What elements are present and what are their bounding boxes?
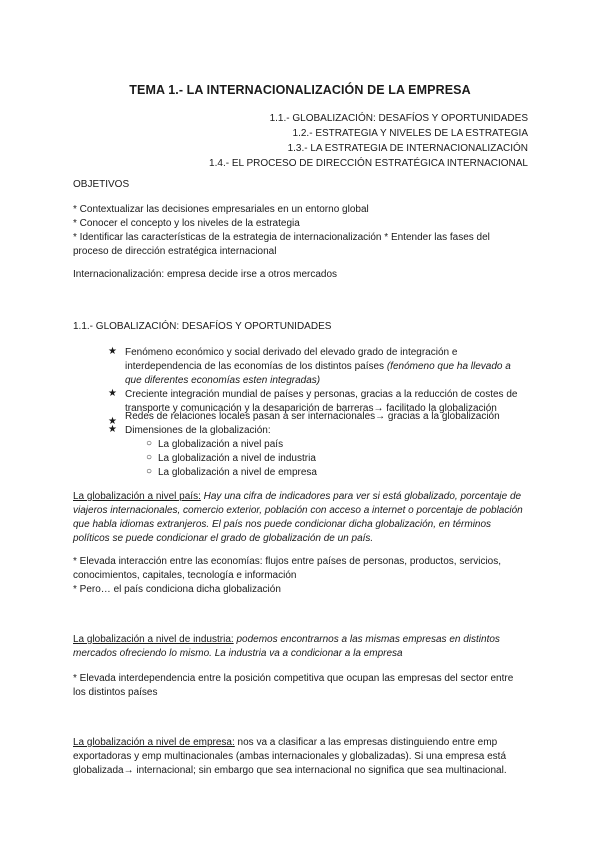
objetivos-heading: OBJETIVOS xyxy=(73,179,130,190)
toc-item: 1.2.- ESTRATEGIA Y NIVELES DE LA ESTRATEGIA xyxy=(292,128,528,139)
internacionalizacion-definition: Internacionalización: empresa decide irse a otros mercados xyxy=(73,269,338,280)
star-bullet-icon: ★ xyxy=(108,388,117,399)
table-of-contents xyxy=(209,111,528,171)
bullet-item xyxy=(125,346,530,388)
pais-point: * Elevada interacción entre las economías: flujos entre países de personas, productos, servicios, conocimientos, capitales, tecnología e información xyxy=(73,556,502,581)
empresa-label: La globalización a nivel de empresa: xyxy=(73,737,235,748)
bullet-item: Dimensiones de la globalización: xyxy=(125,425,271,436)
bullet-text: Fenómeno económico y social derivado del elevado grado de integración e interdependencia de las economías de los distintos países xyxy=(125,347,458,372)
star-bullet-icon: ★ xyxy=(108,346,117,357)
bullet-item: Redes de relaciones locales pasan a ser internacionales→ gracias a la globalización xyxy=(125,411,500,422)
star-bullet-icon: ★ xyxy=(108,424,117,435)
objetivo-item: * Conocer el concepto y los niveles de la estrategia xyxy=(73,218,300,229)
pais-point: * Pero… el país condiciona dicha globalización xyxy=(73,584,281,595)
pais-label: La globalización a nivel país: xyxy=(73,491,201,502)
industria-text: podemos encontrarnos a las mismas empresas en distintos mercados ofreciendo lo mismo. La industria va a condicionar a la empresa xyxy=(73,634,500,659)
section-heading: 1.1.- GLOBALIZACIÓN: DESAFÍOS Y OPORTUNIDADES xyxy=(73,321,332,332)
bullet-italic-note: (fenómeno que ha llevado a que diferentes economías esten integradas) xyxy=(125,361,511,386)
empresa-paragraph xyxy=(73,736,528,778)
pais-text: Hay una cifra de indicadores para ver si está globalizado, porcentaje de viajeros internacionales, comercio exterior, población con acceso a internet o porcentaje de población que habla idiomas extranjeros. El país nos puede condicionar dicha globalización, en términos políticos se puede condicionar el grado de globalización de un país. xyxy=(73,491,523,544)
page-title: TEMA 1.- LA INTERNACIONALIZACIÓN DE LA EMPRESA xyxy=(129,83,471,97)
bullet-item: Creciente integración mundial de países y personas, gracias a la reducción de costes de transporte y comunicación y la desaparición de barreras→ facilitado la globalización xyxy=(125,389,518,414)
industria-point: * Elevada interdependencia entre la posición competitiva que ocupan las empresas del sector entre los distintos países xyxy=(73,673,514,698)
sub-bullet-item: La globalización a nivel de empresa xyxy=(158,467,317,478)
circle-bullet-icon: ○ xyxy=(146,438,153,449)
pais-paragraph xyxy=(73,490,528,546)
industria-label: La globalización a nivel de industria: xyxy=(73,634,234,645)
star-bullet-icon: ★ xyxy=(108,416,117,427)
toc-item: 1.4.- EL PROCESO DE DIRECCIÓN ESTRATÉGICA INTERNACIONAL xyxy=(209,158,528,169)
objetivo-item: * Contextualizar las decisiones empresariales en un entorno global xyxy=(73,204,369,215)
circle-bullet-icon: ○ xyxy=(146,452,153,463)
industria-paragraph xyxy=(73,633,528,661)
sub-bullet-item: La globalización a nivel de industria xyxy=(158,453,316,464)
objetivo-item: * Identificar las características de la estrategia de internacionalización * Entender las fases del proceso de dirección estratégica internacional xyxy=(73,232,490,257)
empresa-text: nos va a clasificar a las empresas distinguiendo entre emp exportadoras y emp multinacionales (ambas internacionales y globalizadas). Si una empresa está globalizada→ internacional; sin embargo que sea internacional no significa que sea multinacional. xyxy=(73,737,507,776)
toc-item: 1.3.- LA ESTRATEGIA DE INTERNACIONALIZACIÓN xyxy=(287,143,528,154)
sub-bullet-item: La globalización a nivel país xyxy=(158,439,284,450)
objetivos-list xyxy=(73,203,528,259)
circle-bullet-icon: ○ xyxy=(146,466,153,477)
toc-item: 1.1.- GLOBALIZACIÓN: DESAFÍOS Y OPORTUNIDADES xyxy=(269,113,528,124)
